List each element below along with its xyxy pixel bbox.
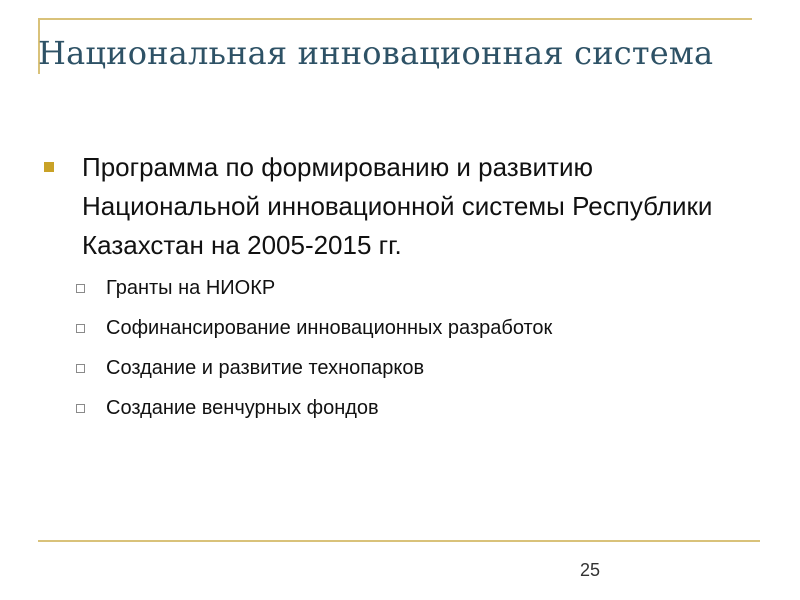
- slide-content: [44, 148, 744, 433]
- sub-bullet-text: Гранты на НИОКР: [106, 277, 276, 299]
- bottom-rule-divider: [38, 540, 760, 542]
- page-number: 25: [580, 560, 601, 580]
- sub-bullet-list: [44, 273, 744, 423]
- filled-square-bullet-icon: [44, 162, 54, 172]
- sub-bullet-text: Создание венчурных фондов: [106, 397, 379, 419]
- sub-bullet-text: Создание и развитие технопарков: [106, 357, 425, 379]
- hollow-square-bullet-icon: [76, 284, 85, 293]
- sub-bullet-text: Софинансирование инновационных разработок: [106, 317, 553, 339]
- sub-bullet-item: [44, 313, 744, 343]
- top-rule-divider: [38, 18, 752, 20]
- sub-bullet-item: [44, 393, 744, 423]
- sub-bullet-item: [44, 353, 744, 383]
- main-bullet-text: Программа по формированию и развитию Национальной инновационной системы Республики Казахстан на 2005-2015 гг.: [82, 152, 713, 260]
- hollow-square-bullet-icon: [76, 364, 85, 373]
- sub-bullet-item: [44, 273, 744, 303]
- slide-title: Национальная инновационная система: [38, 34, 714, 72]
- hollow-square-bullet-icon: [76, 324, 85, 333]
- main-bullet-item: [44, 148, 744, 265]
- hollow-square-bullet-icon: [76, 404, 85, 413]
